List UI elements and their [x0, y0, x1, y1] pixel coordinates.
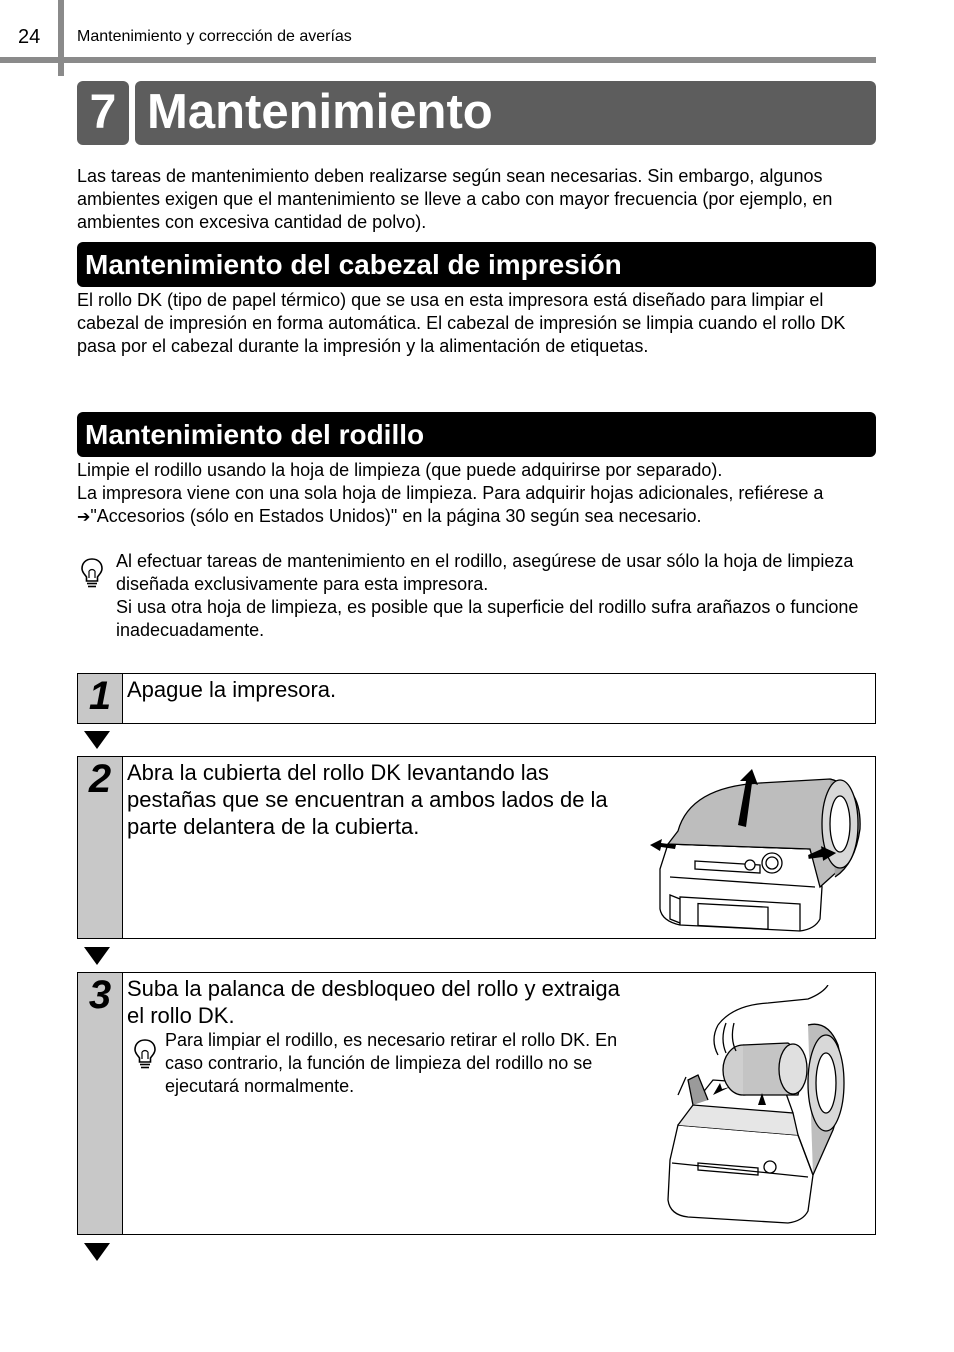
accessories-reference-link[interactable]: "Accesorios (sólo en Estados Unidos)" en la página 30 según sea necesario. [90, 506, 702, 526]
printer-open-cover-illustration [650, 769, 865, 934]
triangle-down-icon [84, 1243, 110, 1261]
running-head: Mantenimiento y corrección de averías [77, 28, 352, 45]
step-3-note: Para limpiar el rodillo, es necesario retirar el rollo DK. En caso contrario, la función de limpieza del rodillo no se ejecutará normalmente. [165, 1030, 618, 1096]
roller-body-line1: Limpie el rodillo usando la hoja de limpieza (que puede adquirirse por separado). [77, 460, 723, 480]
chapter-title: Mantenimiento [147, 85, 493, 139]
step-number: 3 [88, 973, 112, 1017]
step-number-column [78, 757, 123, 938]
chapter-number: 7 [77, 81, 129, 145]
printer-remove-roll-illustration [658, 985, 873, 1230]
step-number-column [78, 674, 123, 723]
triangle-down-icon [84, 947, 110, 965]
step-text: Suba la palanca de desbloqueo del rollo y extraiga el rollo DK. [127, 976, 620, 1028]
triangle-down-icon [84, 731, 110, 749]
header-vertical-rule [58, 0, 64, 76]
step-number: 1 [88, 674, 112, 718]
step-1 [77, 673, 876, 724]
section-title-roller: Mantenimiento del rodillo [85, 419, 425, 450]
page-number: 24 [18, 26, 41, 48]
step-2 [77, 756, 876, 939]
section-title-print-head: Mantenimiento del cabezal de impresión [85, 249, 622, 280]
step-number: 2 [88, 757, 112, 801]
step-number-column [78, 973, 123, 1234]
roller-note-p1: Al efectuar tareas de mantenimiento en el rodillo, asegúrese de usar sólo la hoja de limpieza diseñada exclusivamente para esta impresora. [116, 551, 854, 594]
step-text: Abra la cubierta del rollo DK levantando las pestañas que se encuentran a ambos lados de la parte delantera de la cubierta. [127, 760, 608, 839]
step-3 [77, 972, 876, 1235]
roller-body-line2 [77, 482, 877, 528]
step-text: Apague la impresora. [127, 677, 337, 702]
roller-note-p2: Si usa otra hoja de limpieza, es posible que la superficie del rodillo sufra arañazos o funcione inadecuadamente. [116, 597, 859, 640]
lightbulb-icon [132, 1037, 158, 1071]
lightbulb-icon [79, 556, 105, 590]
intro-paragraph: Las tareas de mantenimiento deben realizarse según sean necesarias. Sin embargo, algunos ambientes exigen que el mantenimiento se lleve a cabo con mayor frecuencia (por ejemplo, en ambientes con excesiva cantidad de polvo). [77, 166, 833, 232]
roller-note [116, 550, 876, 642]
section-body-print-head: El rollo DK (tipo de papel térmico) que se usa en esta impresora está diseñado para limpiar el cabezal de impresión en forma automática. El cabezal de impresión se limpia cuando el rollo DK pasa por el cabezal durante la impresión y la alimentación de etiquetas. [77, 290, 846, 356]
roller-body-text: La impresora viene con una sola hoja de limpieza. Para adquirir hojas adicionales, refiérese a [77, 483, 824, 503]
section-body-roller [77, 459, 877, 528]
header-horizontal-rule [0, 57, 876, 63]
ref-arrow-icon: ➔ [77, 507, 91, 526]
